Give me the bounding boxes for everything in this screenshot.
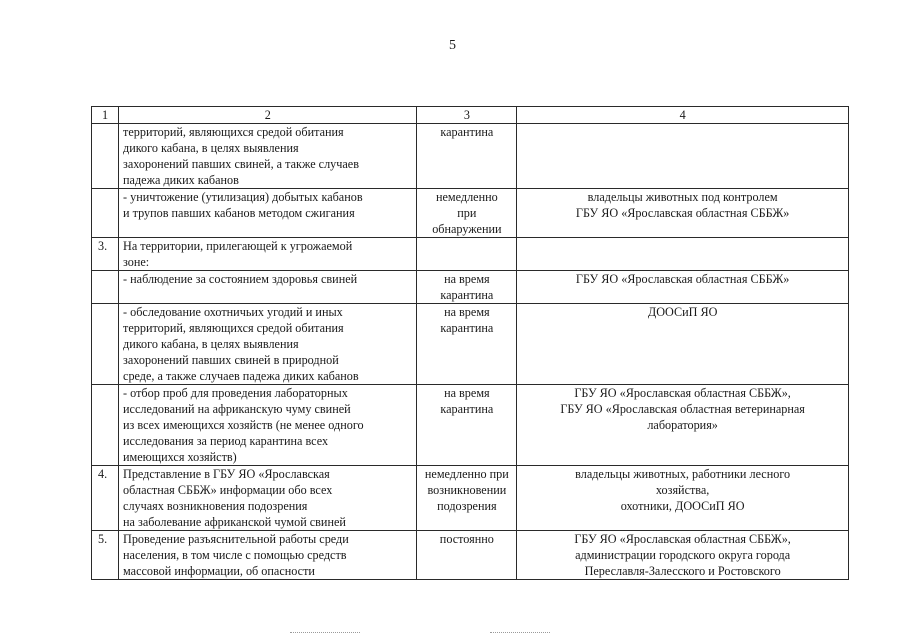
term-cell	[417, 238, 517, 271]
table-header-row	[92, 107, 849, 124]
scan-artifact	[290, 632, 360, 634]
row-number	[92, 304, 119, 385]
row-number: 5.	[92, 531, 119, 580]
row-number: 4.	[92, 466, 119, 531]
term-cell: на время карантина	[417, 304, 517, 385]
measure-cell: территорий, являющихся средой обитания дикого кабана, в целях выявления захоронений павших свиней, а также случаев падежа диких кабанов	[119, 124, 417, 189]
term-cell: на время карантина	[417, 271, 517, 304]
measure-cell: - обследование охотничьих угодий и иных территорий, являющихся средой обитания дикого кабана, в целях выявления захоронений павших свиней в природной среде, а также случаев падежа диких кабанов	[119, 304, 417, 385]
table-row	[92, 189, 849, 238]
row-number	[92, 385, 119, 466]
executor-cell: ГБУ ЯО «Ярославская областная СББЖ», администрации городского округа города Переславля-Залесского и Ростовского	[517, 531, 849, 580]
table-row	[92, 271, 849, 304]
term-cell: немедленно при возникновении подозрения	[417, 466, 517, 531]
row-number	[92, 124, 119, 189]
executor-cell	[517, 124, 849, 189]
measure-cell: Проведение разъяснительной работы среди населения, в том числе с помощью средств массовой информации, об опасности	[119, 531, 417, 580]
page-number: 5	[449, 38, 456, 53]
table-row	[92, 238, 849, 271]
measure-cell: - уничтожение (утилизация) добытых кабанов и трупов павших кабанов методом сжигания	[119, 189, 417, 238]
executor-cell: ГБУ ЯО «Ярославская областная СББЖ»	[517, 271, 849, 304]
measure-cell: На территории, прилегающей к угрожаемой зоне:	[119, 238, 417, 271]
row-number	[92, 189, 119, 238]
term-cell: постоянно	[417, 531, 517, 580]
measures-table	[91, 106, 849, 580]
term-cell: на время карантина	[417, 385, 517, 466]
executor-cell: ДООСиП ЯО	[517, 304, 849, 385]
executor-cell: владельцы животных под контролем ГБУ ЯО «Ярославская областная СББЖ»	[517, 189, 849, 238]
executor-cell	[517, 238, 849, 271]
header-cell-3: 3	[417, 107, 517, 124]
table-row	[92, 466, 849, 531]
term-cell: карантина	[417, 124, 517, 189]
table-row	[92, 531, 849, 580]
table-row	[92, 124, 849, 189]
term-cell: немедленно при обнаружении	[417, 189, 517, 238]
header-cell-1: 1	[92, 107, 119, 124]
header-cell-2: 2	[119, 107, 417, 124]
row-number	[92, 271, 119, 304]
table-row	[92, 304, 849, 385]
measure-cell: - наблюдение за состоянием здоровья свиней	[119, 271, 417, 304]
scan-artifact	[490, 632, 550, 634]
executor-cell: владельцы животных, работники лесного хозяйства, охотники, ДООСиП ЯО	[517, 466, 849, 531]
header-cell-4: 4	[517, 107, 849, 124]
executor-cell: ГБУ ЯО «Ярославская областная СББЖ», ГБУ ЯО «Ярославская областная ветеринарная лаборатория»	[517, 385, 849, 466]
measure-cell: - отбор проб для проведения лабораторных исследований на африканскую чуму свиней из всех имеющихся хозяйств (не менее одного исследования за период карантина всех имеющихся хозяйств)	[119, 385, 417, 466]
row-number: 3.	[92, 238, 119, 271]
table-row	[92, 385, 849, 466]
measure-cell: Представление в ГБУ ЯО «Ярославская областная СББЖ» информации обо всех случаях возникновения подозрения на заболевание африканской чумой свиней	[119, 466, 417, 531]
